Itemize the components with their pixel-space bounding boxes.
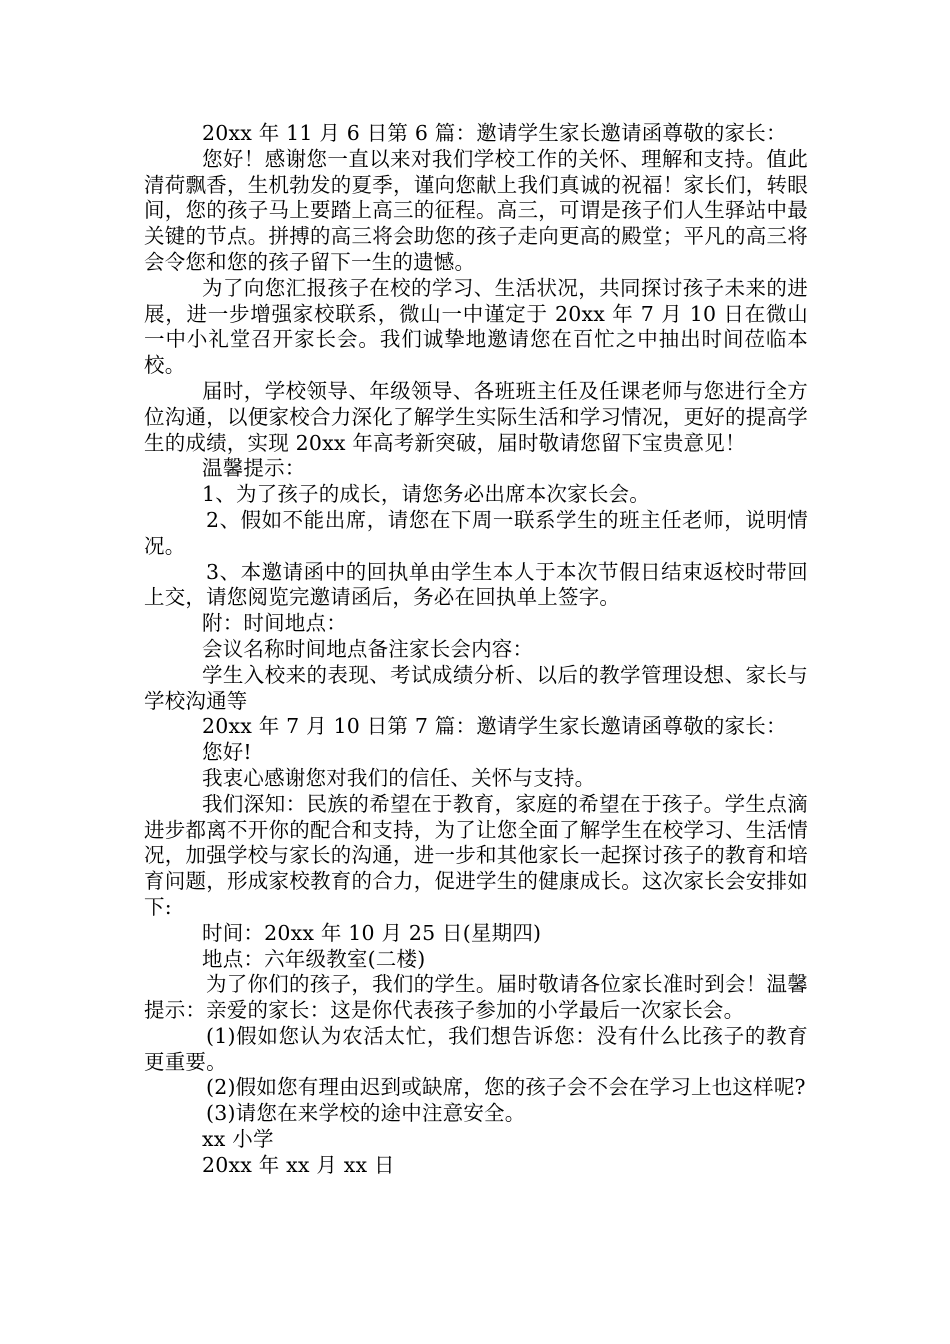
paragraph-tip-1: 1、为了孩子的成长，请您务必出席本次家长会。: [202, 482, 650, 507]
paragraph-time: 时间：20xx 年 10 月 25 日(星期四): [202, 920, 542, 945]
paragraph-reminder: 为了你们的孩子，我们的学生。届时敬请各位家长准时到会！温馨提示：亲爱的家长：这是你代表孩子参加的小学最后一次家长会。: [144, 972, 808, 1023]
paragraph-tip-3: 3、本邀请函中的回执单由学生本人于本次节假日结束返校时带回上交，请您阅览完邀请函后，务必在回执单上签字。: [144, 559, 808, 610]
paragraph-location: 地点：六年级教室(二楼): [202, 946, 426, 971]
paragraph-purpose: 为了向您汇报孩子在校的学习、生活状况，共同探讨孩子未来的进展，进一步增强家校联系，微山一中谨定于 20xx 年 7 月 10 日在微山一中小礼堂召开家长会。我们诚挚地邀请您在百忙之中抽出时间莅临本校。: [144, 275, 808, 378]
paragraph-education: 我们深知：民族的希望在于教育，家庭的希望在于孩子。学生点滴进步都离不开你的配合和支持，为了让您全面了解学生在校学习、生活情况，加强学校与家长的沟通，进一步和其他家长一起探讨孩子的教育和培育问题，形成家校教育的合力，促进学生的健康成长。这次家长会安排如下:: [144, 791, 808, 919]
paragraph-meeting-fields: 会议名称时间地点备注家长会内容：: [202, 636, 534, 661]
paragraph-note-3: (3)请您在来学校的途中注意安全。: [206, 1101, 526, 1126]
document-page: [144, 121, 808, 1179]
paragraph-thanks: 我衷心感谢您对我们的信任、关怀与支持。: [202, 765, 596, 790]
paragraph-attachment: 附：时间地点：: [202, 611, 347, 636]
paragraph-greeting-6: 您好！感谢您一直以来对我们学校工作的关怀、理解和支持。值此清荷飘香，生机勃发的夏季，谨向您献上我们真诚的祝福！家长们，转眼间，您的孩子马上要踏上高三的征程。高三，可谓是孩子们人生驿站中最关键的节点。拼搏的高三将会助您的孩子走向更高的殿堂；平凡的高三将会令您和您的孩子留下一生的遗憾。: [144, 146, 808, 274]
paragraph-meeting-content: 学生入校来的表现、考试成绩分析、以后的教学管理设想、家长与学校沟通等: [144, 662, 808, 713]
paragraph-heading-6: 20xx 年 11 月 6 日第 6 篇：邀请学生家长邀请函尊敬的家长：: [202, 121, 787, 145]
paragraph-note-2: (2)假如您有理由迟到或缺席，您的孩子会不会在学习上也这样呢?: [206, 1075, 806, 1100]
paragraph-tip-2: 2、假如不能出席，请您在下周一联系学生的班主任老师，说明情况。: [144, 507, 808, 558]
paragraph-signature-date: 20xx 年 xx 月 xx 日: [202, 1152, 395, 1177]
paragraph-tips-heading: 温馨提示：: [202, 456, 306, 481]
paragraph-greeting-7: 您好!: [202, 740, 252, 765]
paragraph-note-1: (1)假如您认为农活太忙，我们想告诉您：没有什么比孩子的教育更重要。: [144, 1023, 808, 1074]
paragraph-communication: 届时，学校领导、年级领导、各班班主任及任课老师与您进行全方位沟通，以便家校合力深化了解学生实际生活和学习情况，更好的提高学生的成绩，实现 20xx 年高考新突破，届时敬请您留下宝贵意见！: [144, 378, 808, 455]
paragraph-signature-school: xx 小学: [202, 1127, 274, 1152]
paragraph-heading-7: 20xx 年 7 月 10 日第 7 篇：邀请学生家长邀请函尊敬的家长：: [202, 714, 787, 739]
